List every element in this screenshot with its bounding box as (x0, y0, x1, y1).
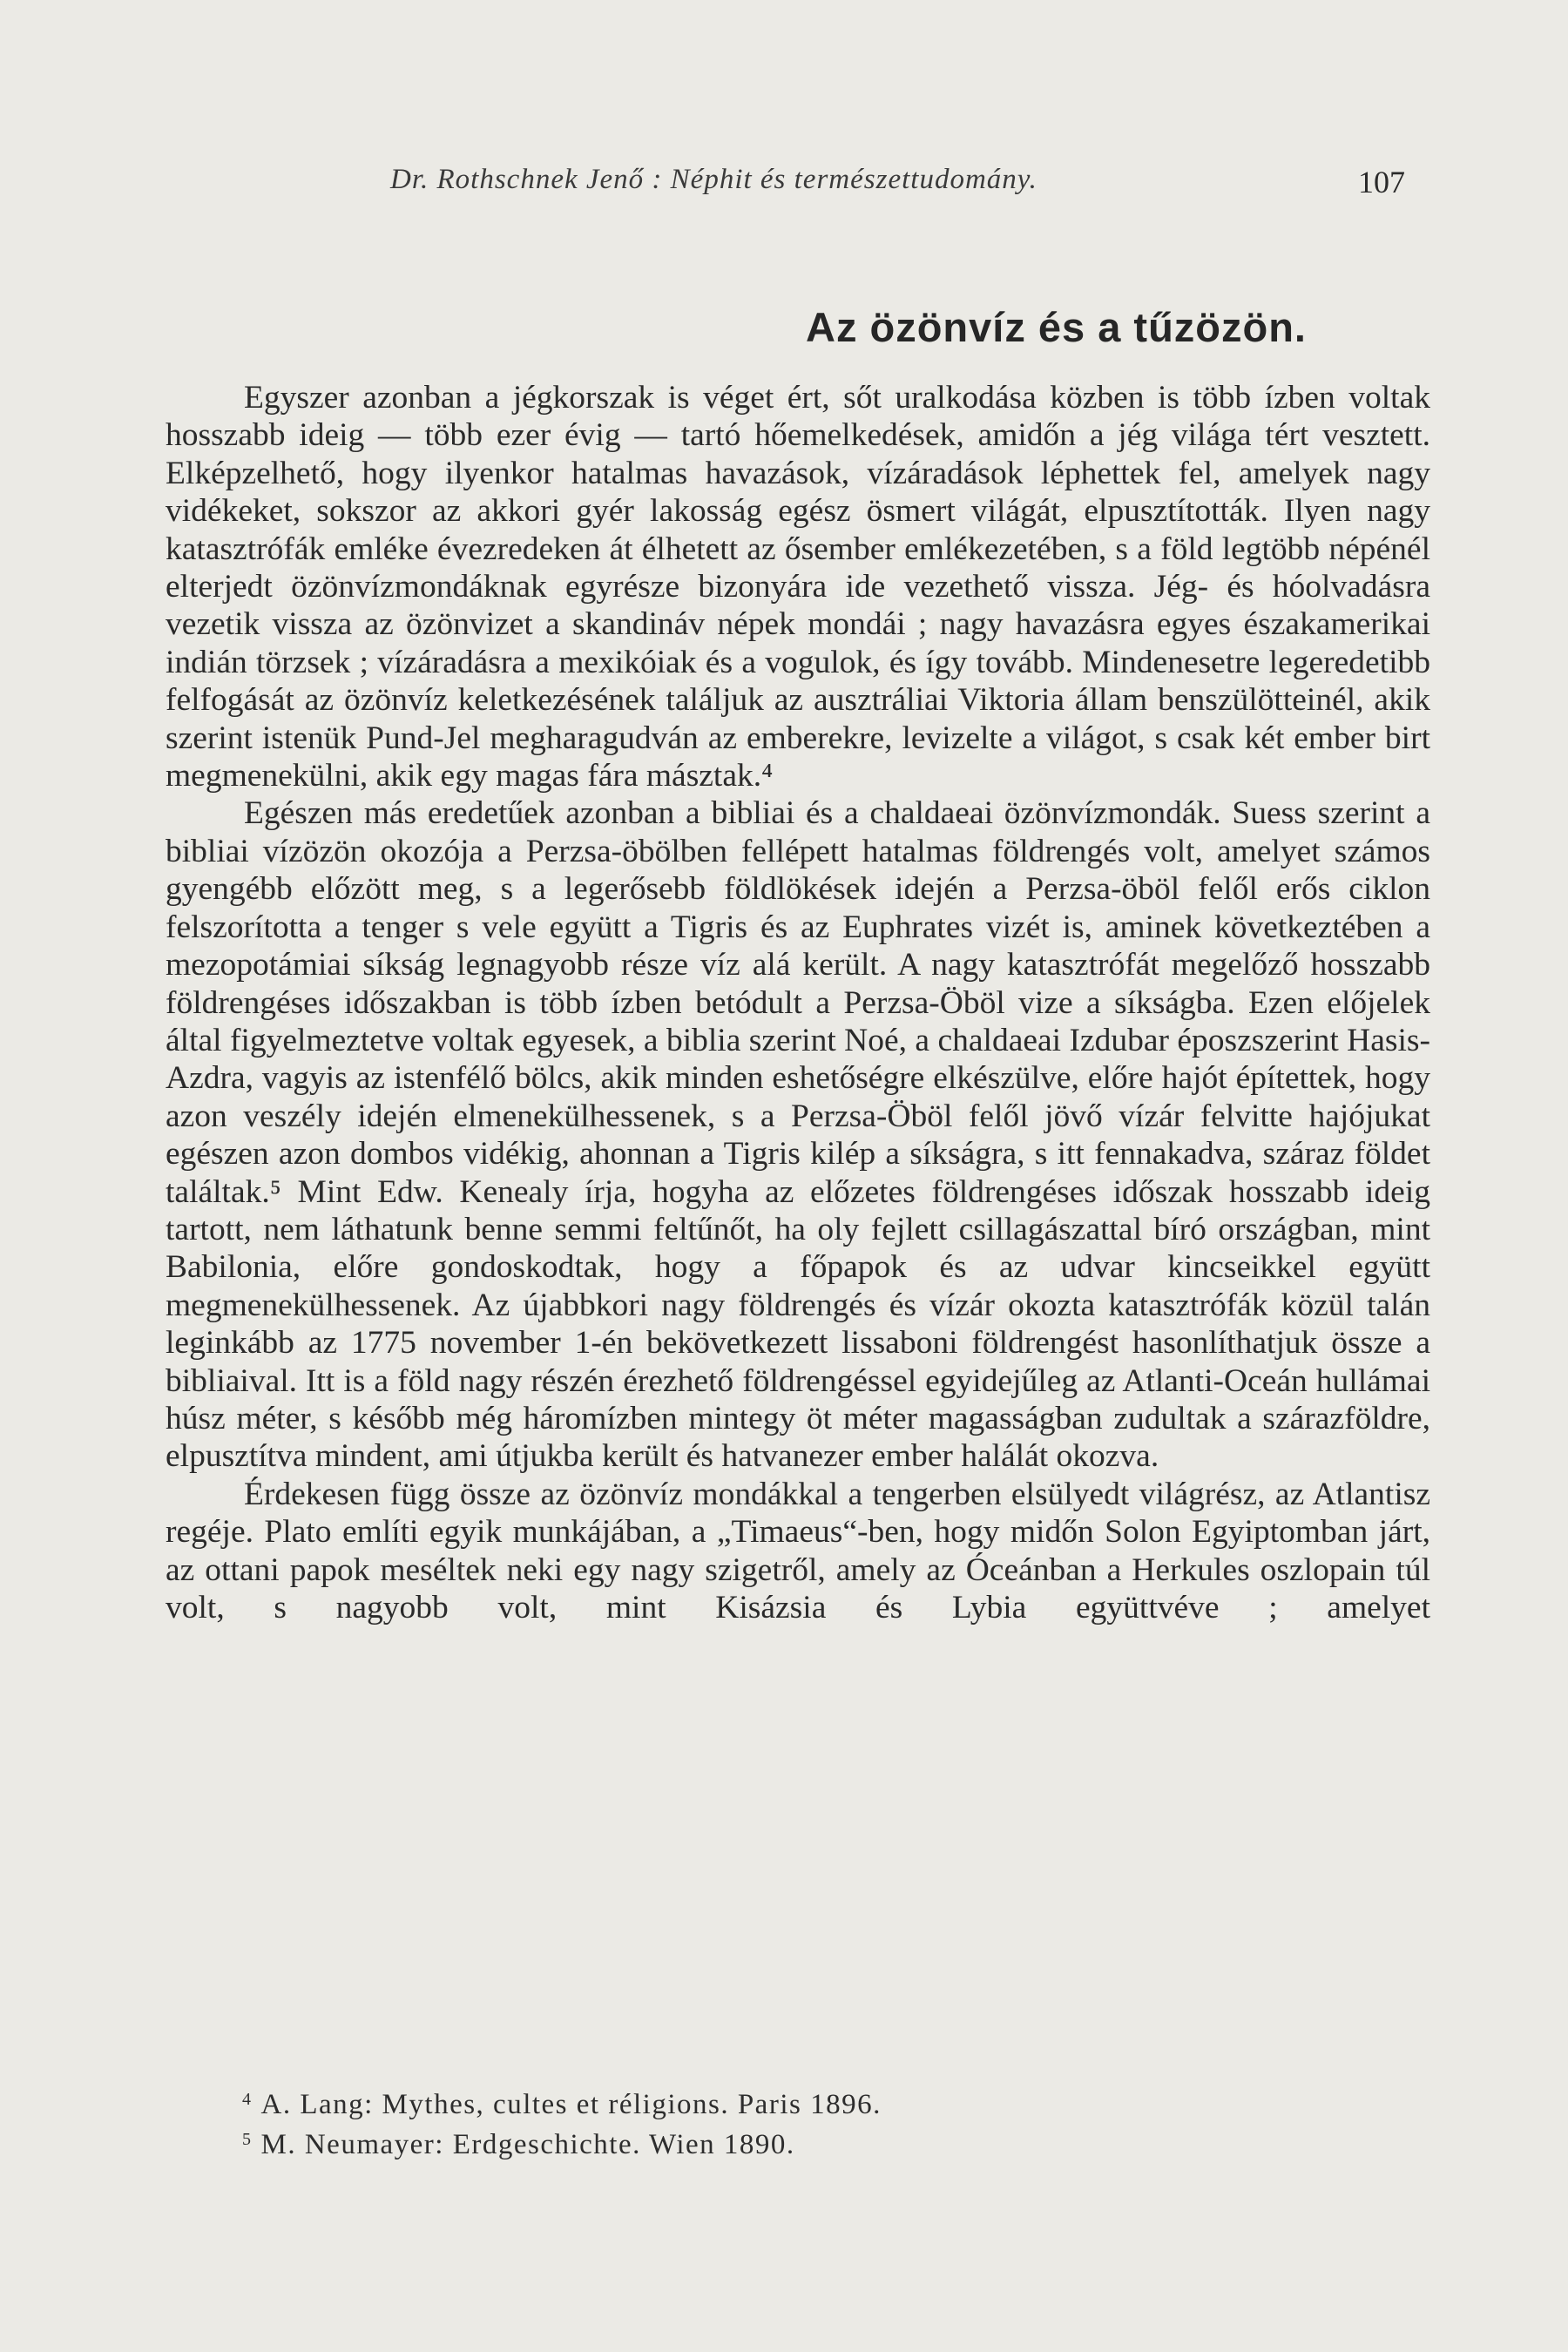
page-number: 107 (1358, 165, 1405, 199)
running-title: Dr. Rothschnek Jenő : Néphit és természettudomány. (390, 164, 1037, 195)
body-text (166, 379, 1430, 1626)
footnote-text: A. Lang: Mythes, cultes et réligions. Paris 1896. (260, 2089, 882, 2120)
paragraph-3: Érdekesen függ össze az özönvíz mondákkal a tengerben elsülyedt világrész, az Atlantisz regéje. Plato említi egyik munkájában, a „Timaeus“-ben, hogy midőn Solon Egyiptomban járt, az ottani papok meséltek neki egy nagy szigetről, amely az Óceánban a Herkules oszlopain túl volt, s nagyobb volt, mint Kisázsia és Lybia együttvéve ; amelyet (166, 1476, 1430, 1625)
footnote-text: M. Neumayer: Erdgeschichte. Wien 1890. (260, 2129, 795, 2160)
footnote-4 (242, 2082, 882, 2122)
footnote-marker: 5 (242, 2130, 253, 2149)
running-header (164, 164, 1405, 207)
paragraph-2: Egészen más eredetűek azonban a bibliai és a chaldaeai özönvízmondák. Suess szerint a bibliai vízözön okozója a Perzsa-öbölben fellépett hatalmas földrengés volt, amelyet számos gyengébb előzött meg, s a legerősebb földlökések idején a Perzsa-öböl felől erős ciklon felszorította a tenger s vele együtt a Tigris és az Euphrates vizét is, aminek következtében a mezopotámiai síkság legnagyobb része víz alá került. A nagy katasztrófát megelőző hosszabb földrengéses időszakban is több ízben betódult a Perzsa-Öböl vize a síkságba. Ezen előjelek által figyelmeztetve voltak egyesek, a biblia szerint Noé, a chaldaeai Izdubar époszszerint Hasis-Azdra, vagyis az istenfélő bölcs, akik minden eshetőségre elkészülve, előre hajót építettek, hogy azon veszély idején elmenekülhessenek, s a Perzsa-Öböl felől jövő vízár felvitte hajójukat egészen azon dombos vidékig, ahonnan a Tigris kilép a síkságra, s itt fennakadva, száraz földet találtak.⁵ Mint Edw. Kenealy írja, hogyha az előzetes földrengéses időszak hosszabb ideig tartott, nem láthatunk benne semmi feltűnőt, ha oly fejlett csillagászattal bíró országban, mint Babilonia, előre gondoskodtak, hogy a főpapok és az udvar kincseikkel együtt megmenekülhessenek. Az újabbkori nagy földrengés és vízár okozta katasztrófák közül talán leginkább az 1775 november 1-én bekövetkezett lissaboni földrengést hasonlíthatjuk össze a bibliaival. Itt is a föld nagy részén érezhető földrengéssel egyidejűleg az Atlanti-Oceán hullámai húsz méter, s később még háromízben mintegy öt méter magasságban zudultak a szárazföldre, elpusztítva mindent, ami útjukba került és hatvanezer ember halálát okozva. (166, 795, 1430, 1475)
footnotes (242, 2082, 882, 2162)
footnote-marker: 4 (242, 2090, 253, 2109)
paragraph-1: Egyszer azonban a jégkorszak is véget ért, sőt uralkodása közben is több ízben voltak hosszabb ideig — több ezer évig — tartó hőemelkedések, amidőn a jég világa tért vesztett. Elképzelhető, hogy ilyenkor hatalmas havazások, vízáradások léphettek fel, amelyek nagy vidékeket, sokszor az akkori gyér lakosság egész ösmert világát, elpusztították. Ilyen nagy katasztrófák emléke évezredeken át élhetett az ősember emlékezetében, s a föld legtöbb népénél elterjedt özönvízmondáknak egyrésze bizonyára ide vezethető vissza. Jég- és hóolvadásra vezetik vissza az özönvizet a skandináv népek mondái ; nagy havazásra egyes északamerikai indián törzsek ; vízáradásra a mexikóiak és a vogulok, és így tovább. Mindenesetre legeredetibb felfogását az özönvíz keletkezésének találjuk az ausztráliai Viktoria állam benszülötteinél, akik szerint istenük Pund-Jel megharagudván az emberekre, levizelte a világot, s csak két ember birt megmenekülni, akik egy magas fára másztak.⁴ (166, 380, 1430, 794)
footnote-5 (242, 2122, 882, 2162)
section-title: Az özönvíz és a tűzözön. (806, 304, 1307, 350)
